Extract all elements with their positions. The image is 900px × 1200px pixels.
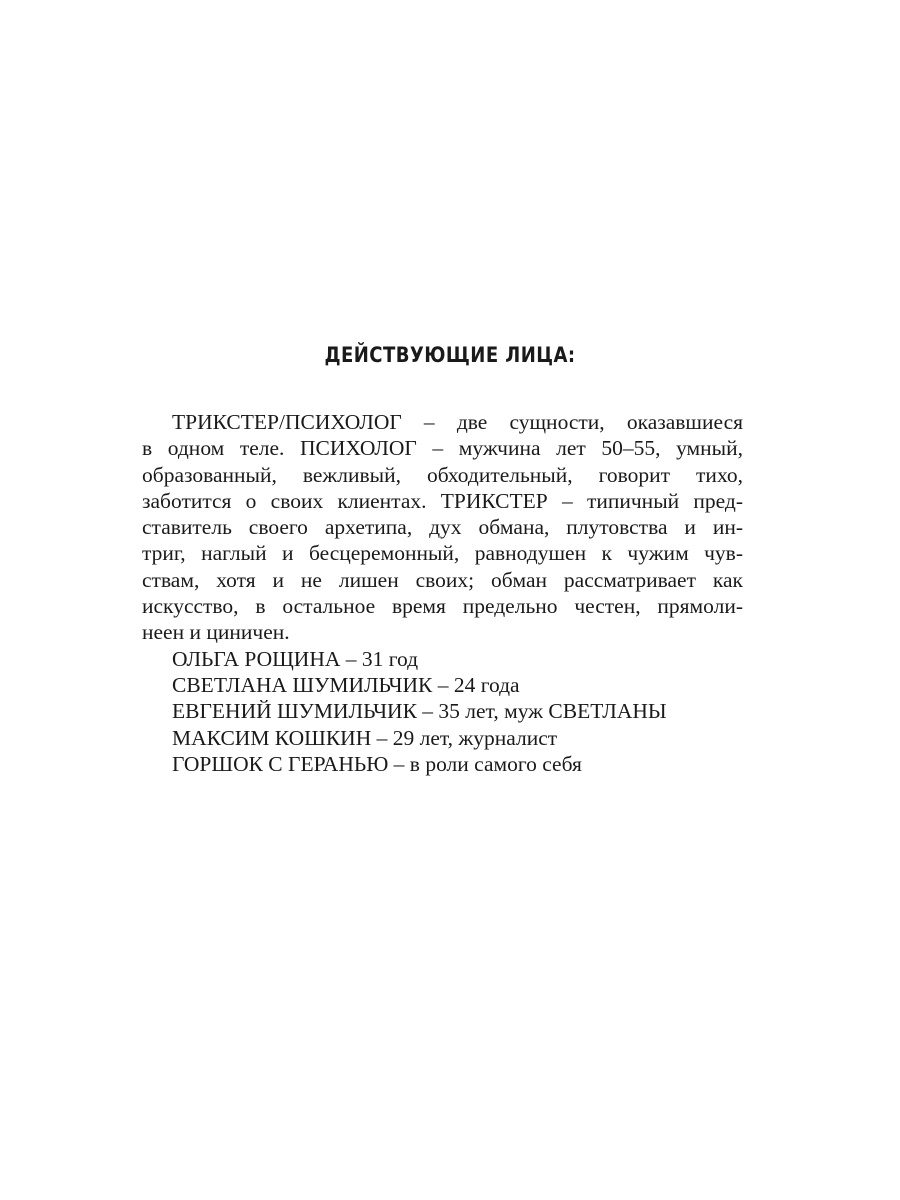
cast-item: ЕВГЕНИЙ ШУМИЛЬЧИК – 35 лет, муж СВЕТЛАНЫ (172, 699, 667, 724)
description-line: неен и циничен. (142, 620, 290, 645)
cast-item: МАКСИМ КОШКИН – 29 лет, журналист (172, 725, 558, 750)
cast-item: ГОРШОК С ГЕРАНЬЮ – в роли самого себя (172, 751, 582, 776)
cast-item: ОЛЬГА РОЩИНА – 31 год (172, 646, 419, 671)
description-line: заботится о своих клиентах. ТРИКСТЕР – типичный пред- (142, 488, 743, 513)
page-heading: ДЕЙСТВУЮЩИЕ ЛИЦА: (324, 343, 576, 367)
cast-item: СВЕТЛАНА ШУМИЛЬЧИК – 24 года (172, 672, 520, 697)
description-line: ТРИКСТЕР/ПСИХОЛОГ – две сущности, оказавшиеся (172, 410, 743, 434)
description-line: ставитель своего архетипа, дух обмана, плутовства и ин- (142, 515, 743, 540)
character-list (142, 409, 743, 777)
description-line: ствам, хотя и не лишен своих; обман рассматривает как (142, 567, 743, 592)
description-line: образованный, вежливый, обходительный, говорит тихо, (142, 462, 743, 487)
description-line: триг, наглый и бесцеремонный, равнодушен к чужим чув- (142, 541, 743, 566)
description-line: в одном теле. ПСИХОЛОГ – мужчина лет 50–55, умный, (142, 436, 743, 461)
description-line: искусство, в остальное время предельно честен, прямоли- (142, 594, 743, 619)
